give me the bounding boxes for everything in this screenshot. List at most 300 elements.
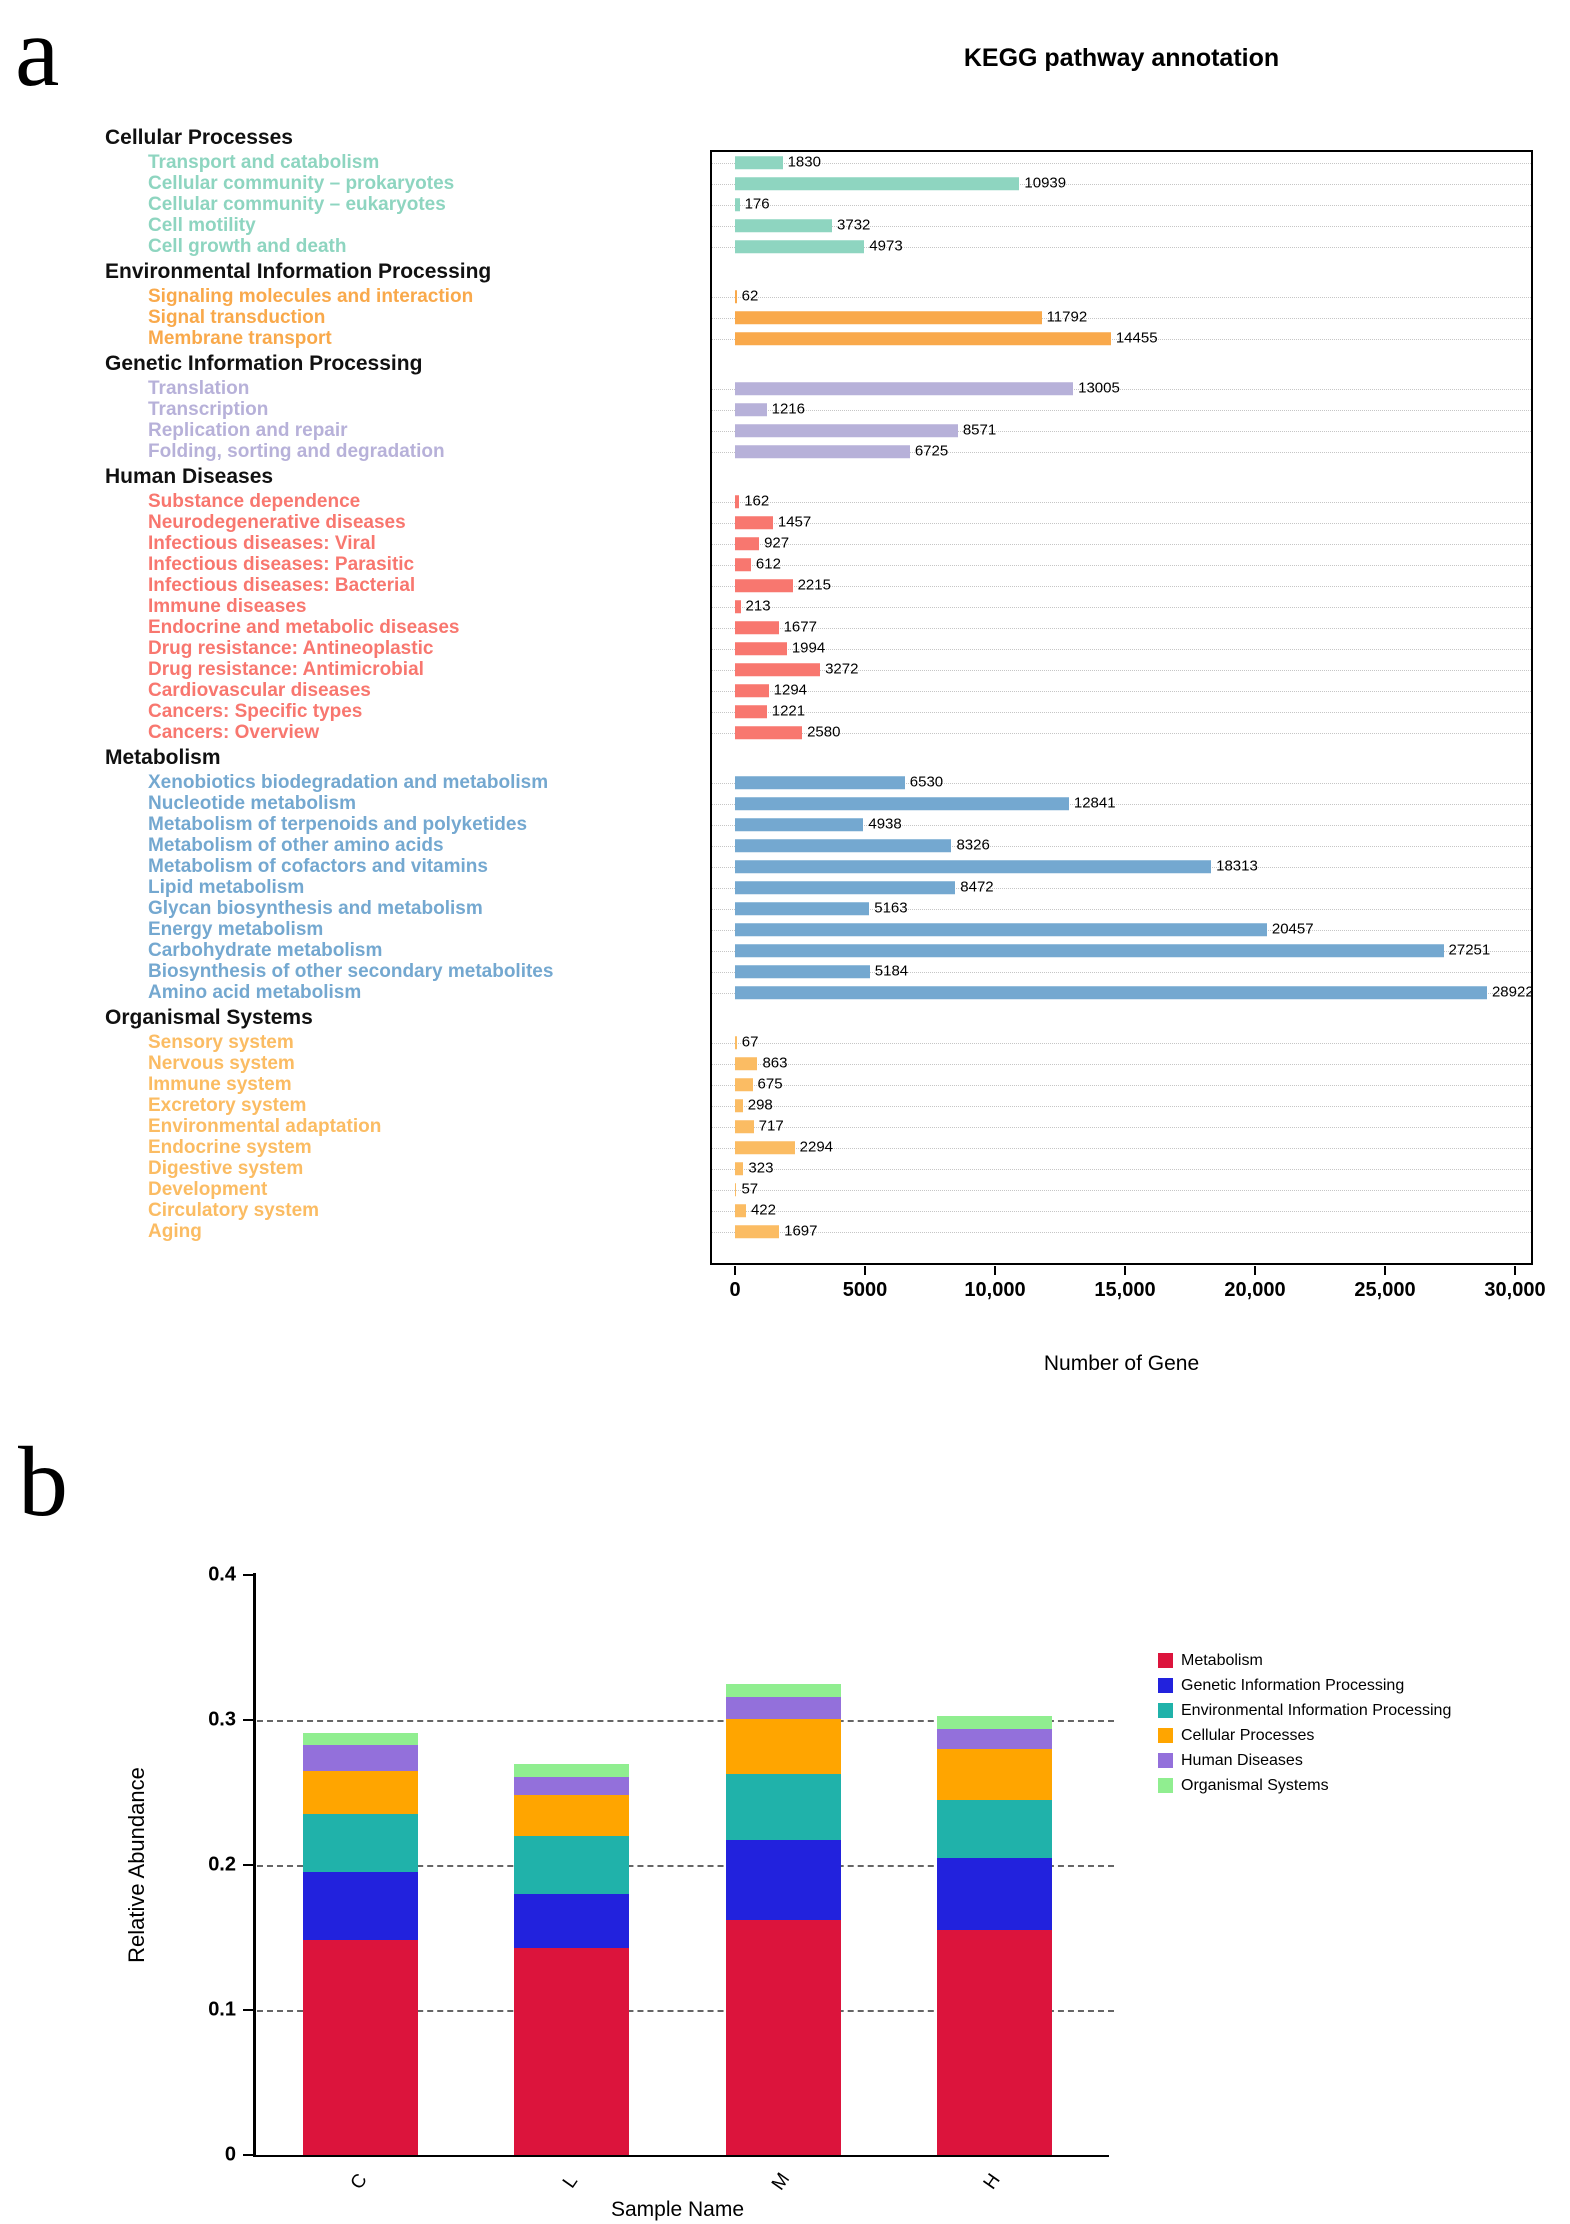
kegg-bar-label: Carbohydrate metabolism bbox=[148, 940, 383, 961]
kegg-bar bbox=[735, 495, 739, 509]
kegg-bar bbox=[735, 726, 802, 740]
kegg-bar-row bbox=[0, 512, 1533, 533]
kegg-bar-row bbox=[0, 1095, 1533, 1116]
bar-segment bbox=[726, 1684, 841, 1697]
kegg-bar-value: 1221 bbox=[771, 702, 806, 720]
kegg-bar bbox=[735, 902, 869, 916]
kegg-bar-label: Circulatory system bbox=[148, 1200, 320, 1221]
kegg-bar-row bbox=[0, 1179, 1533, 1200]
kegg-bar-row bbox=[0, 638, 1533, 659]
kegg-bar-value: 1830 bbox=[787, 153, 821, 171]
kegg-gridline bbox=[712, 1190, 1531, 1191]
kegg-bar bbox=[735, 797, 1069, 811]
bar-segment bbox=[303, 1745, 418, 1771]
kegg-bar bbox=[735, 1183, 736, 1197]
y-tick-mark bbox=[243, 2154, 253, 2156]
kegg-bar-cell bbox=[710, 236, 1533, 257]
kegg-rows bbox=[0, 123, 1533, 1242]
bar-segment bbox=[726, 1719, 841, 1774]
kegg-bar-value: 1216 bbox=[771, 400, 805, 418]
kegg-group-row bbox=[0, 257, 1533, 286]
kegg-bar-cell bbox=[710, 1074, 1533, 1095]
kegg-bar bbox=[735, 1204, 746, 1218]
kegg-bar-value: 6725 bbox=[914, 442, 949, 460]
kegg-bar-row bbox=[0, 617, 1533, 638]
kegg-bar-label: Development bbox=[148, 1179, 268, 1200]
kegg-group-spacer bbox=[710, 743, 1533, 772]
kegg-bar-cell bbox=[710, 617, 1533, 638]
y-tick-label: 0 bbox=[224, 2143, 236, 2166]
kegg-bar-value: 62 bbox=[741, 287, 759, 305]
bar-segment bbox=[726, 1920, 841, 2155]
kegg-bar bbox=[735, 579, 793, 593]
kegg-bar-row bbox=[0, 898, 1533, 919]
kegg-bar-value: 927 bbox=[764, 534, 790, 552]
kegg-bar-row bbox=[0, 575, 1533, 596]
kegg-bar-label: Infectious diseases: Bacterial bbox=[148, 575, 416, 596]
kegg-bar-cell bbox=[710, 173, 1533, 194]
y-tick-label: 0.2 bbox=[208, 1853, 236, 1876]
kegg-bar bbox=[735, 1078, 753, 1092]
kegg-bar-row bbox=[0, 554, 1533, 575]
kegg-bar bbox=[735, 516, 773, 530]
panel-b-letter: b bbox=[18, 1426, 68, 1537]
kegg-bar-cell bbox=[710, 1032, 1533, 1053]
kegg-bar bbox=[735, 663, 820, 677]
kegg-bar bbox=[735, 382, 1073, 396]
kegg-bar-cell bbox=[710, 701, 1533, 722]
kegg-bar-label: Immune diseases bbox=[148, 596, 307, 617]
kegg-group-label: Environmental Information Processing bbox=[105, 260, 492, 283]
kegg-bar-label: Signaling molecules and interaction bbox=[148, 286, 474, 307]
kegg-bar-row bbox=[0, 378, 1533, 399]
kegg-gridline bbox=[712, 628, 1531, 629]
kegg-x-tick-label: 30,000 bbox=[1484, 1279, 1546, 1301]
kegg-bar-row bbox=[0, 173, 1533, 194]
bar-segment bbox=[726, 1697, 841, 1719]
kegg-bar-cell bbox=[710, 420, 1533, 441]
kegg-bar-row bbox=[0, 961, 1533, 982]
kegg-bar-cell bbox=[710, 814, 1533, 835]
kegg-bar-value: 28922 bbox=[1491, 983, 1534, 1001]
bar-segment bbox=[514, 1836, 629, 1894]
kegg-bar bbox=[735, 445, 910, 459]
kegg-bar bbox=[735, 839, 951, 853]
kegg-bar-cell bbox=[710, 1221, 1533, 1242]
kegg-gridline bbox=[712, 1148, 1531, 1149]
kegg-bar-row bbox=[0, 877, 1533, 898]
kegg-bar-row bbox=[0, 722, 1533, 743]
kegg-bar-value: 6530 bbox=[909, 773, 944, 791]
kegg-bar bbox=[735, 198, 740, 212]
kegg-bar-row bbox=[0, 1158, 1533, 1179]
kegg-bar bbox=[735, 537, 759, 551]
bar-segment bbox=[937, 1858, 1052, 1931]
y-tick-label: 0.4 bbox=[208, 1563, 236, 1586]
kegg-bar-label: Xenobiotics biodegradation and metabolism bbox=[148, 772, 549, 793]
kegg-bar-label: Neurodegenerative diseases bbox=[148, 512, 406, 533]
kegg-bar-row bbox=[0, 701, 1533, 722]
kegg-bar-cell bbox=[710, 1158, 1533, 1179]
kegg-bar-label: Amino acid metabolism bbox=[148, 982, 362, 1003]
kegg-gridline bbox=[712, 1232, 1531, 1233]
bar-segment bbox=[937, 1800, 1052, 1858]
kegg-bar-value: 2215 bbox=[797, 576, 831, 594]
kegg-bar-cell bbox=[710, 512, 1533, 533]
kegg-bar-cell bbox=[710, 940, 1533, 961]
kegg-gridline bbox=[712, 544, 1531, 545]
kegg-bar-cell bbox=[710, 441, 1533, 462]
kegg-bar-value: 11792 bbox=[1046, 308, 1088, 326]
kegg-bar bbox=[735, 1099, 743, 1113]
legend-label: Environmental Information Processing bbox=[1181, 1701, 1452, 1719]
kegg-bar bbox=[735, 986, 1487, 1000]
legend-swatch bbox=[1158, 1678, 1173, 1693]
kegg-bar-row bbox=[0, 1053, 1533, 1074]
legend-item bbox=[1158, 1673, 1451, 1698]
kegg-bar-label: Cardiovascular diseases bbox=[148, 680, 371, 701]
kegg-bar-cell bbox=[710, 1137, 1533, 1158]
kegg-bar-value: 13005 bbox=[1078, 379, 1120, 397]
kegg-bar-label: Metabolism of cofactors and vitamins bbox=[148, 856, 488, 877]
x-tick-label: L bbox=[558, 2171, 583, 2193]
kegg-bar-label: Environmental adaptation bbox=[148, 1116, 382, 1137]
kegg-bar bbox=[735, 177, 1019, 191]
bar-segment bbox=[937, 1716, 1052, 1729]
x-tick-label: M bbox=[767, 2169, 795, 2195]
kegg-bar-cell bbox=[710, 793, 1533, 814]
kegg-bar-cell bbox=[710, 533, 1533, 554]
kegg-x-tick-label: 25,000 bbox=[1354, 1279, 1416, 1301]
bar-segment bbox=[937, 1930, 1052, 2155]
kegg-x-tick-label: 5000 bbox=[842, 1279, 888, 1301]
kegg-bar-row bbox=[0, 286, 1533, 307]
kegg-bar-cell bbox=[710, 1053, 1533, 1074]
kegg-bar-cell bbox=[710, 722, 1533, 743]
abundance-y-axis-title-text: Relative Abundance bbox=[124, 1767, 150, 1963]
y-axis-line bbox=[253, 1573, 256, 2157]
kegg-bar-row bbox=[0, 919, 1533, 940]
kegg-bar bbox=[735, 923, 1267, 937]
legend-item bbox=[1158, 1723, 1451, 1748]
kegg-bar-label: Membrane transport bbox=[148, 328, 332, 349]
legend-label: Metabolism bbox=[1181, 1651, 1263, 1669]
bar-segment bbox=[514, 1894, 629, 1948]
kegg-bar-row bbox=[0, 596, 1533, 617]
kegg-bar-cell bbox=[710, 554, 1533, 575]
kegg-bar-value: 2580 bbox=[807, 723, 841, 741]
kegg-bar-row bbox=[0, 441, 1533, 462]
kegg-bar-cell bbox=[710, 961, 1533, 982]
kegg-bar-cell bbox=[710, 215, 1533, 236]
bar-segment bbox=[514, 1764, 629, 1777]
kegg-group-label: Genetic Information Processing bbox=[105, 352, 423, 375]
kegg-bar bbox=[735, 600, 741, 614]
kegg-bar-label: Digestive system bbox=[148, 1158, 304, 1179]
kegg-bar-value: 863 bbox=[762, 1054, 788, 1072]
kegg-bar-value: 3272 bbox=[825, 660, 859, 678]
kegg-bar-row bbox=[0, 1032, 1533, 1053]
kegg-bar-label: Endocrine and metabolic diseases bbox=[148, 617, 460, 638]
kegg-group-spacer bbox=[710, 123, 1533, 152]
kegg-bar-value: 213 bbox=[745, 597, 771, 615]
legend-label: Organismal Systems bbox=[1181, 1776, 1329, 1794]
kegg-bar-label: Drug resistance: Antineoplastic bbox=[148, 638, 434, 659]
kegg-bar-value: 298 bbox=[747, 1096, 773, 1114]
kegg-gridline bbox=[712, 297, 1531, 298]
kegg-gridline bbox=[712, 1169, 1531, 1170]
y-tick-mark bbox=[243, 1574, 253, 1576]
kegg-bar-row bbox=[0, 491, 1533, 512]
kegg-bar-value: 1457 bbox=[777, 513, 812, 531]
legend-swatch bbox=[1158, 1653, 1173, 1668]
kegg-bar-label: Immune system bbox=[148, 1074, 292, 1095]
kegg-gridline bbox=[712, 502, 1531, 503]
kegg-bar bbox=[735, 403, 767, 417]
kegg-gridline bbox=[712, 1211, 1531, 1212]
bar-segment bbox=[303, 1733, 418, 1745]
kegg-bar-cell bbox=[710, 194, 1533, 215]
kegg-bar-cell bbox=[710, 491, 1533, 512]
kegg-bar-cell bbox=[710, 399, 1533, 420]
kegg-bar-label: Nucleotide metabolism bbox=[148, 793, 356, 814]
kegg-bar-cell bbox=[710, 1116, 1533, 1137]
kegg-bar-value: 323 bbox=[748, 1159, 774, 1177]
abundance-plot bbox=[0, 1426, 1570, 2224]
kegg-bar-cell bbox=[710, 638, 1533, 659]
kegg-bar-cell bbox=[710, 152, 1533, 173]
kegg-bar-label: Sensory system bbox=[148, 1032, 294, 1053]
kegg-bar bbox=[735, 1225, 779, 1239]
kegg-group-row bbox=[0, 123, 1533, 152]
kegg-gridline bbox=[712, 205, 1531, 206]
kegg-bar-value: 10939 bbox=[1024, 174, 1067, 192]
kegg-bar bbox=[735, 290, 737, 304]
kegg-bar-value: 1294 bbox=[773, 681, 808, 699]
kegg-bar-cell bbox=[710, 982, 1533, 1003]
panel-a-letter: a bbox=[15, 0, 60, 107]
kegg-bar-value: 8326 bbox=[956, 836, 990, 854]
y-tick-mark bbox=[243, 1864, 253, 1866]
kegg-bar bbox=[735, 1162, 743, 1176]
kegg-bar bbox=[735, 424, 958, 438]
kegg-gridline bbox=[712, 607, 1531, 608]
kegg-gridline bbox=[712, 410, 1531, 411]
kegg-bar-row bbox=[0, 659, 1533, 680]
kegg-gridline bbox=[712, 1127, 1531, 1128]
kegg-bar-row bbox=[0, 940, 1533, 961]
kegg-bar-value: 5163 bbox=[874, 899, 908, 917]
kegg-bar-value: 1697 bbox=[784, 1222, 818, 1240]
y-tick-label: 0.1 bbox=[208, 1998, 236, 2021]
kegg-bar-label: Translation bbox=[148, 378, 250, 399]
kegg-gridline bbox=[712, 649, 1531, 650]
kegg-bar bbox=[735, 1141, 795, 1155]
kegg-bar-label: Transcription bbox=[148, 399, 269, 420]
kegg-x-tick-mark bbox=[994, 1266, 996, 1275]
kegg-bar-value: 612 bbox=[755, 555, 781, 573]
kegg-x-tick-mark bbox=[864, 1266, 866, 1275]
legend-label: Genetic Information Processing bbox=[1181, 1676, 1405, 1694]
kegg-chart-title: KEGG pathway annotation bbox=[963, 44, 1280, 72]
kegg-bar bbox=[735, 621, 779, 635]
kegg-bar-row bbox=[0, 194, 1533, 215]
kegg-bar-cell bbox=[710, 307, 1533, 328]
kegg-bar-value: 8571 bbox=[962, 421, 997, 439]
kegg-bar-value: 3732 bbox=[837, 216, 871, 234]
y-tick-mark bbox=[243, 2009, 253, 2011]
kegg-bar bbox=[735, 558, 751, 572]
kegg-x-tick-label: 10,000 bbox=[964, 1279, 1026, 1301]
kegg-bar-cell bbox=[710, 286, 1533, 307]
kegg-bar-cell bbox=[710, 378, 1533, 399]
kegg-bar-label: Replication and repair bbox=[148, 420, 348, 441]
kegg-bar-value: 4973 bbox=[869, 237, 903, 255]
kegg-x-tick-mark bbox=[1514, 1266, 1516, 1275]
kegg-bar-row bbox=[0, 835, 1533, 856]
kegg-bar-label: Energy metabolism bbox=[148, 919, 324, 940]
kegg-bar-row bbox=[0, 1137, 1533, 1158]
kegg-bar bbox=[735, 944, 1444, 958]
bar-segment bbox=[937, 1729, 1052, 1749]
legend-swatch bbox=[1158, 1703, 1173, 1718]
kegg-bar-label: Nervous system bbox=[148, 1053, 295, 1074]
kegg-bar-row bbox=[0, 1074, 1533, 1095]
kegg-bar-label: Folding, sorting and degradation bbox=[148, 441, 445, 462]
kegg-bar-label: Lipid metabolism bbox=[148, 877, 305, 898]
abundance-legend bbox=[1158, 1648, 1451, 1798]
kegg-bar-cell bbox=[710, 1095, 1533, 1116]
kegg-bar-value: 1677 bbox=[783, 618, 817, 636]
bar-segment bbox=[514, 1948, 629, 2155]
kegg-group-spacer bbox=[710, 1003, 1533, 1032]
kegg-bar-row bbox=[0, 1200, 1533, 1221]
legend-label: Human Diseases bbox=[1181, 1751, 1303, 1769]
kegg-group-spacer bbox=[710, 462, 1533, 491]
kegg-bar-cell bbox=[710, 659, 1533, 680]
kegg-gridline bbox=[712, 1085, 1531, 1086]
kegg-bar-cell bbox=[710, 877, 1533, 898]
bar-segment bbox=[303, 1872, 418, 1940]
kegg-bar bbox=[735, 684, 769, 698]
kegg-bar-row bbox=[0, 533, 1533, 554]
kegg-bar-row bbox=[0, 1116, 1533, 1137]
kegg-bar-label: Cancers: Specific types bbox=[148, 701, 363, 722]
abundance-x-axis-title: Sample Name bbox=[610, 2198, 745, 2221]
kegg-bar-row bbox=[0, 236, 1533, 257]
kegg-bar bbox=[735, 311, 1042, 325]
bar-segment bbox=[303, 1814, 418, 1872]
bar-segment bbox=[937, 1749, 1052, 1800]
kegg-bar-label: Metabolism of other amino acids bbox=[148, 835, 444, 856]
kegg-gridline bbox=[712, 586, 1531, 587]
kegg-bar-row bbox=[0, 982, 1533, 1003]
kegg-bar bbox=[735, 332, 1111, 346]
kegg-bar-label: Excretory system bbox=[148, 1095, 307, 1116]
legend-item bbox=[1158, 1698, 1451, 1723]
kegg-gridline bbox=[712, 712, 1531, 713]
kegg-bar-label: Cellular community – eukaryotes bbox=[148, 194, 446, 215]
kegg-bar-cell bbox=[710, 898, 1533, 919]
kegg-gridline bbox=[712, 1064, 1531, 1065]
kegg-bar-label: Endocrine system bbox=[148, 1137, 312, 1158]
kegg-bar-row bbox=[0, 328, 1533, 349]
legend-item bbox=[1158, 1773, 1451, 1798]
kegg-x-tick-mark bbox=[734, 1266, 736, 1275]
kegg-group-row bbox=[0, 349, 1533, 378]
kegg-bar-row bbox=[0, 307, 1533, 328]
kegg-bar-value: 717 bbox=[758, 1117, 784, 1135]
kegg-group-label: Organismal Systems bbox=[105, 1006, 313, 1029]
kegg-bar-row bbox=[0, 856, 1533, 877]
kegg-bar-value: 27251 bbox=[1448, 941, 1491, 959]
kegg-gridline bbox=[712, 523, 1531, 524]
kegg-x-tick-mark bbox=[1124, 1266, 1126, 1275]
x-tick-label: H bbox=[980, 2170, 1006, 2194]
kegg-bar-value: 57 bbox=[741, 1180, 759, 1198]
kegg-bar bbox=[735, 860, 1211, 874]
kegg-bar-value: 162 bbox=[744, 492, 770, 510]
kegg-gridline bbox=[712, 1106, 1531, 1107]
kegg-bar bbox=[735, 776, 905, 790]
kegg-bar-value: 4938 bbox=[868, 815, 902, 833]
kegg-bar-label: Drug resistance: Antimicrobial bbox=[148, 659, 424, 680]
kegg-bar-value: 67 bbox=[741, 1033, 759, 1051]
kegg-bar bbox=[735, 240, 864, 254]
kegg-bar-cell bbox=[710, 680, 1533, 701]
legend-label: Cellular Processes bbox=[1181, 1726, 1315, 1744]
kegg-bar-value: 675 bbox=[757, 1075, 783, 1093]
kegg-x-tick-label: 15,000 bbox=[1094, 1279, 1156, 1301]
kegg-bar bbox=[735, 705, 767, 719]
kegg-x-tick-mark bbox=[1254, 1266, 1256, 1275]
bar-segment bbox=[303, 1771, 418, 1815]
kegg-group-label: Human Diseases bbox=[105, 465, 274, 488]
legend-swatch bbox=[1158, 1728, 1173, 1743]
kegg-bar-row bbox=[0, 152, 1533, 173]
legend-item bbox=[1158, 1648, 1451, 1673]
kegg-group-label: Metabolism bbox=[105, 746, 221, 769]
kegg-bar-value: 422 bbox=[750, 1201, 776, 1219]
x-tick-label: C bbox=[346, 2170, 372, 2194]
kegg-bar-value: 176 bbox=[744, 195, 770, 213]
legend-item bbox=[1158, 1748, 1451, 1773]
kegg-group-label: Cellular Processes bbox=[105, 126, 293, 149]
kegg-bar-value: 20457 bbox=[1271, 920, 1314, 938]
kegg-bar bbox=[735, 156, 783, 170]
kegg-bar-value: 2294 bbox=[799, 1138, 834, 1156]
kegg-gridline bbox=[712, 691, 1531, 692]
kegg-group-spacer bbox=[710, 349, 1533, 378]
kegg-gridline bbox=[712, 163, 1531, 164]
y-tick-mark bbox=[243, 1719, 253, 1721]
kegg-bar-row bbox=[0, 772, 1533, 793]
kegg-bar-label: Signal transduction bbox=[148, 307, 326, 328]
kegg-bar-label: Substance dependence bbox=[148, 491, 361, 512]
kegg-bar bbox=[735, 1036, 737, 1050]
kegg-gridline bbox=[712, 1043, 1531, 1044]
kegg-bar-cell bbox=[710, 596, 1533, 617]
kegg-bar-label: Cell motility bbox=[148, 215, 256, 236]
kegg-bar-label: Aging bbox=[148, 1221, 202, 1242]
kegg-group-row bbox=[0, 462, 1533, 491]
kegg-bar-cell bbox=[710, 328, 1533, 349]
kegg-bar bbox=[735, 818, 863, 832]
kegg-bar-row bbox=[0, 399, 1533, 420]
kegg-bar-label: Infectious diseases: Parasitic bbox=[148, 554, 415, 575]
kegg-bar bbox=[735, 1057, 757, 1071]
kegg-bar bbox=[735, 881, 955, 895]
